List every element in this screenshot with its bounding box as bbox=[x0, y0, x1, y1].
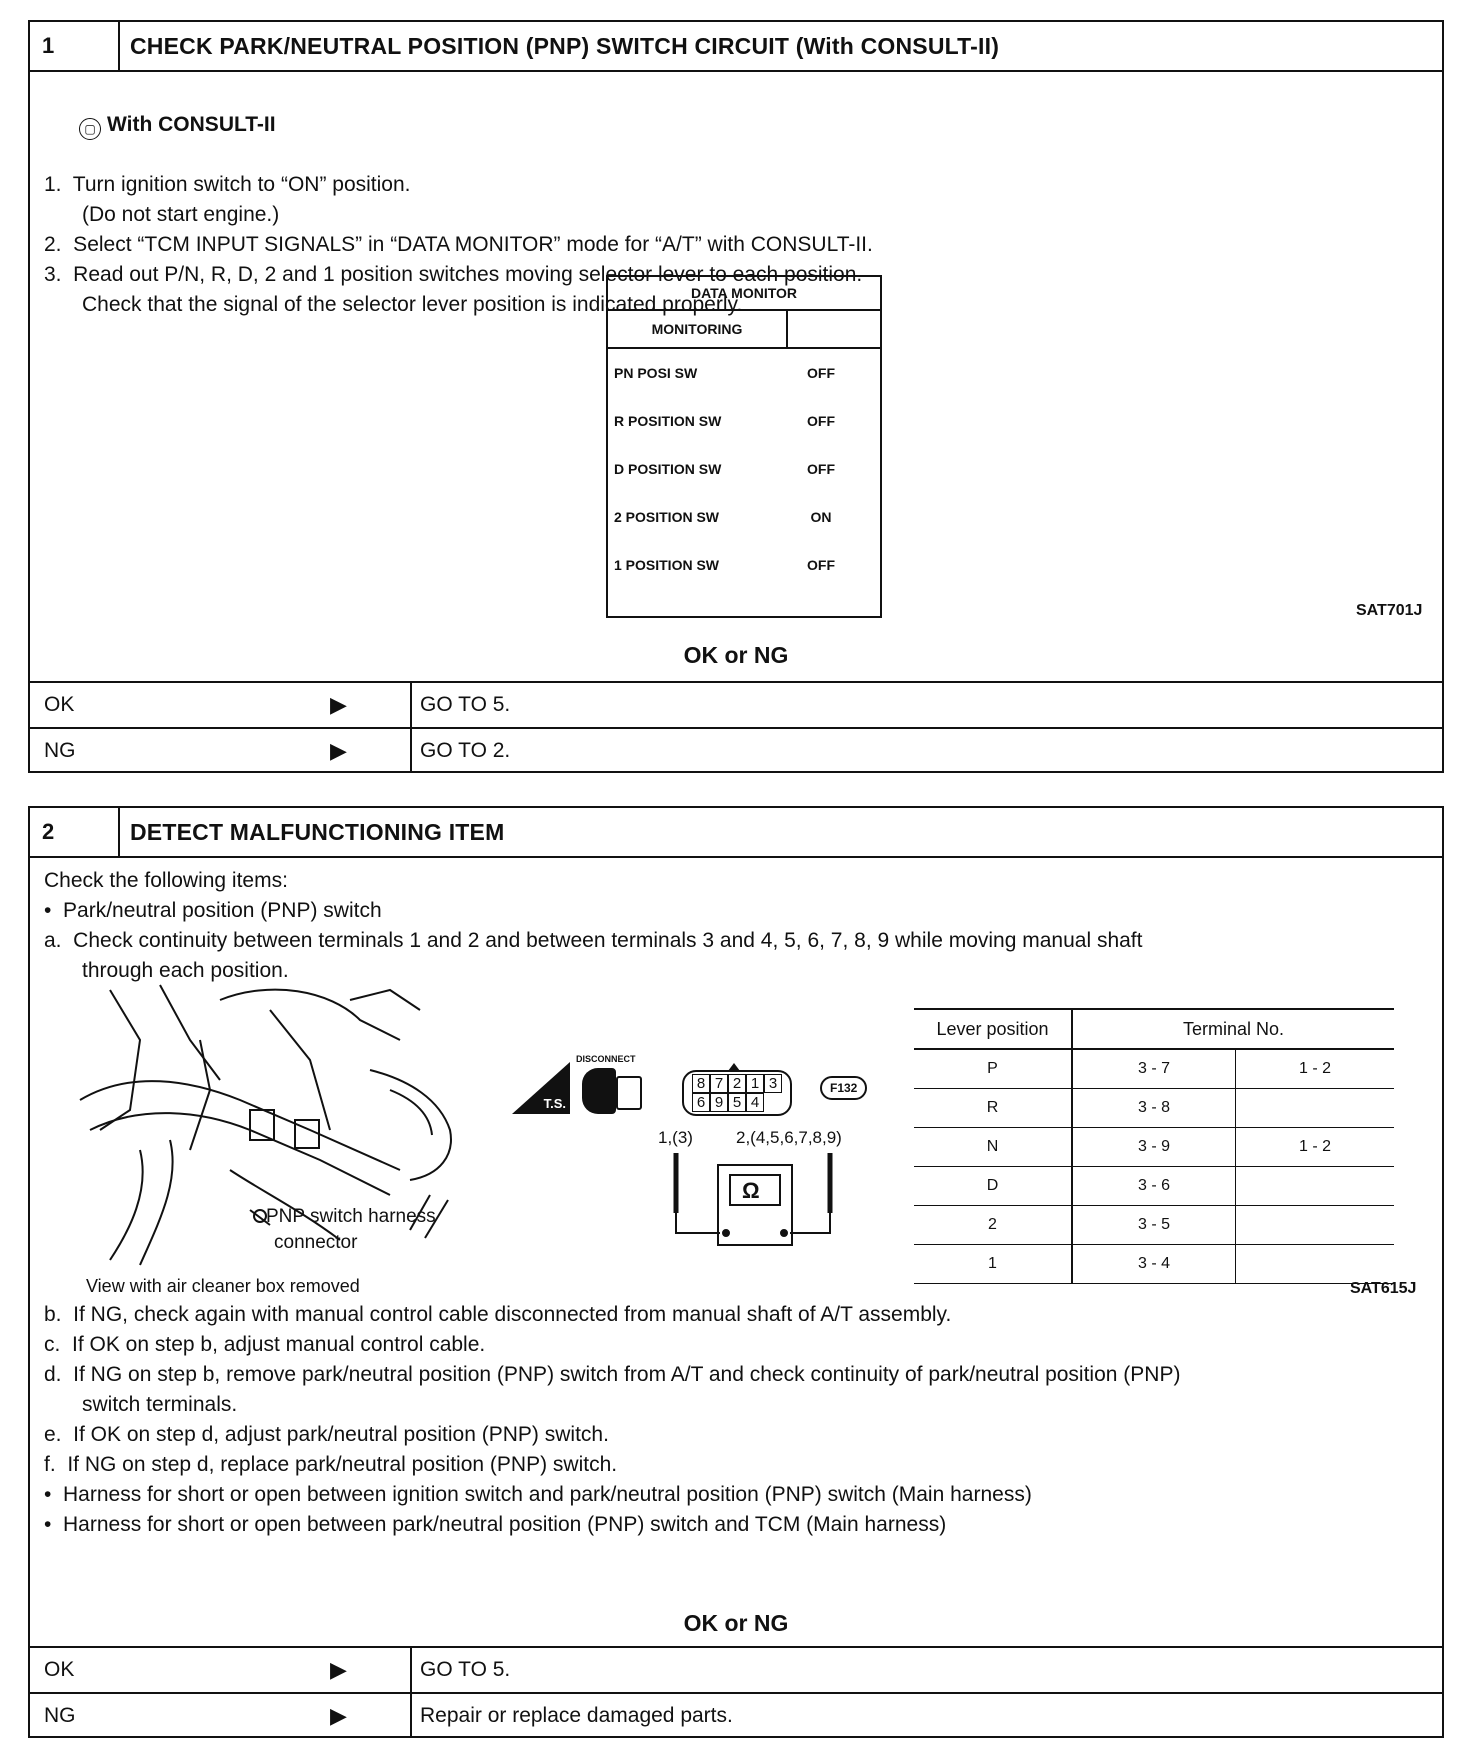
monitor-row: R POSITION SW OFF bbox=[614, 413, 835, 429]
table-header: Lever position bbox=[914, 1009, 1072, 1049]
table-row: N 3 - 9 1 - 2 bbox=[914, 1128, 1394, 1167]
results-table bbox=[30, 681, 1442, 773]
ohmmeter-illustration bbox=[660, 1153, 860, 1273]
table-row: 1 3 - 4 bbox=[914, 1245, 1394, 1284]
text-line: • Harness for short or open between park/neutral position (PNP) switch and TCM (Main harness) bbox=[44, 1513, 947, 1536]
monitor-row: D POSITION SW OFF bbox=[614, 461, 835, 477]
probe-right-label: 2,(4,5,6,7,8,9) bbox=[736, 1128, 842, 1147]
section-2-steps bbox=[30, 1300, 1442, 1540]
section-2-header bbox=[30, 808, 1442, 858]
disconnect-connector-icon bbox=[582, 1068, 616, 1114]
result-row-ok: OK ▶ GO TO 5. bbox=[30, 1646, 1442, 1692]
data-monitor-screen bbox=[606, 275, 882, 618]
text-line: Check the following items: bbox=[44, 869, 288, 892]
result-row-ng: NG ▶ GO TO 2. bbox=[30, 727, 1442, 773]
monitor-row: 1 POSITION SW OFF bbox=[614, 557, 835, 573]
table-row: R 3 - 8 bbox=[914, 1089, 1394, 1128]
section-2-intro bbox=[30, 858, 1442, 986]
ohm-icon: Ω bbox=[742, 1178, 760, 1203]
figure-code: SAT615J bbox=[1350, 1280, 1417, 1297]
text-line: e. If OK on step d, adjust park/neutral position (PNP) switch. bbox=[44, 1423, 609, 1446]
section-1-header bbox=[30, 22, 1442, 72]
section-title: CHECK PARK/NEUTRAL POSITION (PNP) SWITCH CIRCUIT (With CONSULT-II) bbox=[130, 32, 1000, 59]
view-caption: View with air cleaner box removed bbox=[86, 1276, 360, 1296]
monitor-row: PN POSI SW OFF bbox=[614, 365, 835, 381]
step-line: 3. Read out P/N, R, D, 2 and 1 position switches moving selector lever to each position. bbox=[44, 263, 863, 286]
text-line: • Harness for short or open between ignition switch and park/neutral position (PNP) switch (Main harness) bbox=[44, 1483, 1032, 1506]
result-row-ok: OK ▶ GO TO 5. bbox=[30, 681, 1442, 727]
section-number: 2 bbox=[30, 808, 120, 856]
table-row: D 3 - 6 bbox=[914, 1167, 1394, 1206]
consult-icon: ▢ bbox=[79, 118, 101, 140]
arrow-right-icon: ▶ bbox=[330, 738, 347, 763]
text-line: a. Check continuity between terminals 1 and 2 and between terminals 3 and 4, 5, 6, 7, 8, 9 while moving manual shaft bbox=[44, 929, 1143, 952]
text-line: f. If NG on step d, replace park/neutral position (PNP) switch. bbox=[44, 1453, 618, 1476]
arrow-right-icon: ▶ bbox=[330, 692, 347, 717]
result-row-ng: NG ▶ Repair or replace damaged parts. bbox=[30, 1692, 1442, 1738]
connector-plug-icon bbox=[616, 1076, 642, 1110]
data-monitor-title: DATA MONITOR bbox=[608, 277, 880, 311]
section-2-box bbox=[28, 806, 1444, 1738]
section-number: 1 bbox=[30, 22, 120, 70]
monitor-row: 2 POSITION SW ON bbox=[614, 509, 832, 525]
table-row: P 3 - 7 1 - 2 bbox=[914, 1049, 1394, 1089]
text-line: • Park/neutral position (PNP) switch bbox=[44, 899, 382, 922]
table-header: Terminal No. bbox=[1072, 1009, 1394, 1049]
text-line: d. If NG on step b, remove park/neutral position (PNP) switch from A/T and check continuity of park/neutral position (PNP) bbox=[44, 1363, 1181, 1386]
monitoring-label: MONITORING bbox=[608, 311, 788, 347]
results-table bbox=[30, 1646, 1442, 1738]
connector-id: F132 bbox=[820, 1076, 867, 1100]
ts-icon: T.S. bbox=[512, 1062, 570, 1114]
disconnect-label: DISCONNECT bbox=[576, 1054, 636, 1064]
terminal-connector: 8 7 2 1 3 6 9 5 4 bbox=[682, 1070, 792, 1116]
text-line: b. If NG, check again with manual control cable disconnected from manual shaft of A/T assembly. bbox=[44, 1303, 952, 1326]
figure-code: SAT701J bbox=[1356, 602, 1423, 619]
text-line: c. If OK on step b, adjust manual control cable. bbox=[44, 1333, 486, 1356]
text-line: through each position. bbox=[82, 959, 289, 982]
lever-position-table bbox=[914, 1008, 1394, 1284]
arrow-right-icon: ▶ bbox=[330, 1703, 347, 1728]
harness-label: PNP switch harness bbox=[266, 1206, 436, 1227]
step-line: 1. Turn ignition switch to “ON” position. bbox=[44, 173, 411, 196]
probe-left-label: 1,(3) bbox=[658, 1128, 693, 1147]
step-line: (Do not start engine.) bbox=[82, 203, 280, 226]
section-1-box bbox=[28, 20, 1444, 773]
section-title: DETECT MALFUNCTIONING ITEM bbox=[130, 818, 505, 845]
step-line: Check that the signal of the selector lever position is indicated properly. bbox=[82, 293, 743, 316]
harness-label: connector bbox=[274, 1232, 358, 1253]
ok-or-ng-label: OK or NG bbox=[683, 642, 789, 668]
step-line: 2. Select “TCM INPUT SIGNALS” in “DATA MONITOR” mode for “A/T” with CONSULT-II. bbox=[44, 233, 873, 256]
ok-or-ng-label: OK or NG bbox=[683, 1610, 789, 1636]
subheading: With CONSULT-II bbox=[107, 113, 276, 136]
connector-key-icon bbox=[728, 1063, 740, 1071]
arrow-right-icon: ▶ bbox=[330, 1657, 347, 1682]
table-row: 2 3 - 5 bbox=[914, 1206, 1394, 1245]
text-line: switch terminals. bbox=[82, 1393, 238, 1416]
